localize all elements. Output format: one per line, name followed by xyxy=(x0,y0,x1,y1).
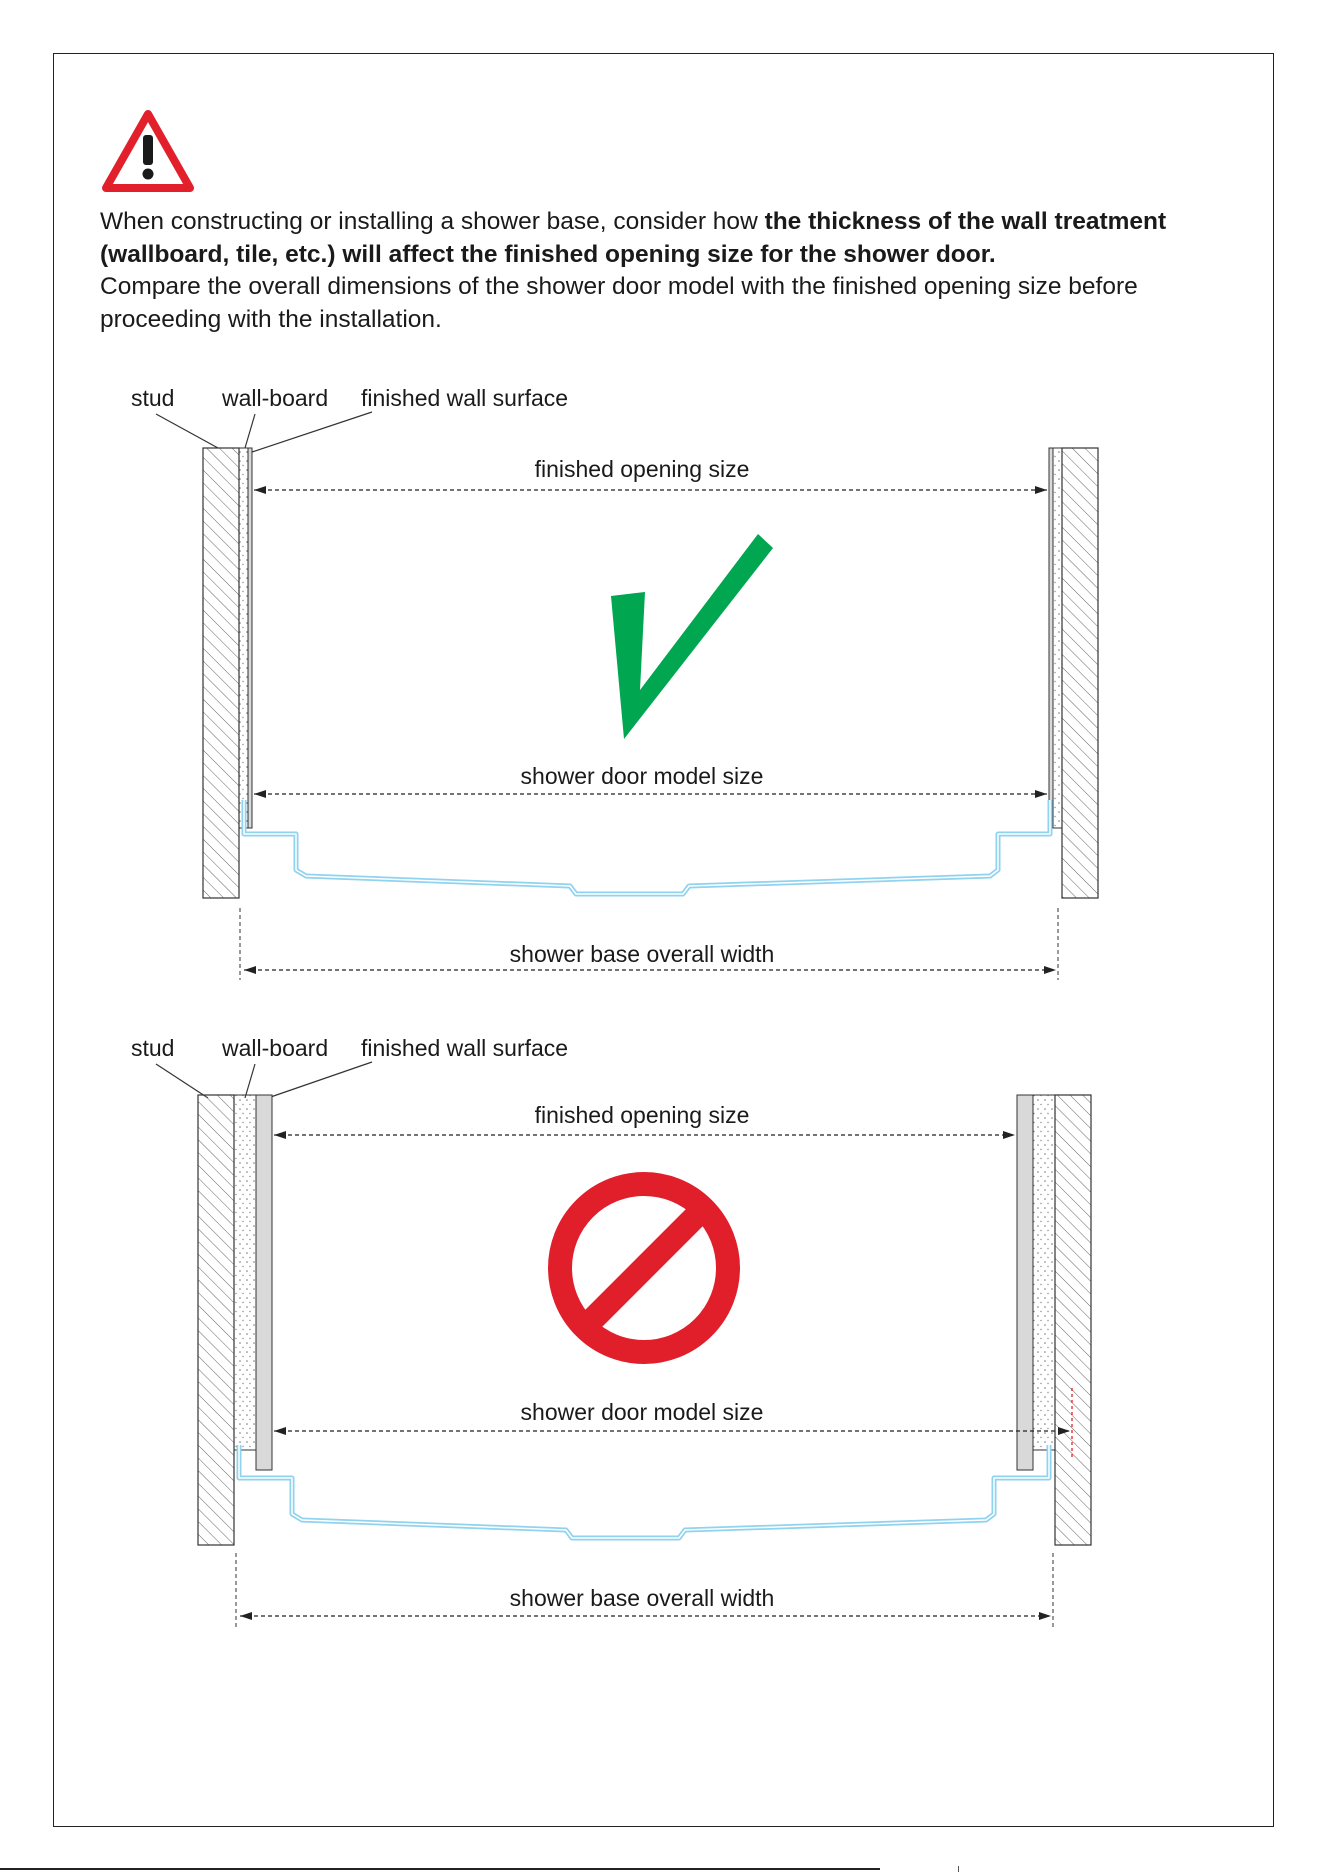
right-wallboard xyxy=(1033,1095,1055,1450)
label-stud: stud xyxy=(131,385,175,411)
left-stud xyxy=(203,448,239,898)
leader-stud xyxy=(156,414,218,448)
label-shower-door-model-size: shower door model size xyxy=(520,763,764,789)
red-prohibited-icon xyxy=(560,1184,728,1352)
instruction-text xyxy=(100,206,1230,336)
label-shower-base-overall-width: shower base overall width xyxy=(509,1585,775,1611)
instruction-text-bold: the thickness of the wall treatment (wallboard, tile, etc.) will affect the finished opening size for the shower door. xyxy=(100,208,1167,268)
left-finished-wall xyxy=(256,1095,272,1470)
shower-base-profile xyxy=(244,800,1050,894)
left-wallboard xyxy=(234,1095,256,1450)
label-finished-wall-surface: finished wall surface xyxy=(361,385,569,411)
warning-triangle-icon xyxy=(100,108,196,194)
right-stud xyxy=(1062,448,1098,898)
leader-stud xyxy=(156,1064,208,1098)
label-finished-wall-surface: finished wall surface xyxy=(361,1035,569,1061)
green-checkmark-icon xyxy=(611,534,773,739)
label-finished-opening-size: finished opening size xyxy=(534,1102,750,1128)
leader-finished-wall xyxy=(262,1062,372,1100)
label-shower-base-overall-width: shower base overall width xyxy=(509,941,775,967)
leader-wallboard xyxy=(245,1064,255,1098)
instruction-text-normal: When constructing or installing a shower base, consider how xyxy=(100,208,765,235)
right-wallboard xyxy=(1053,448,1062,828)
instruction-paragraph-1 xyxy=(100,206,1230,271)
label-wallboard: wall-board xyxy=(222,385,329,411)
right-stud xyxy=(1055,1095,1091,1545)
instruction-paragraph-2: Compare the overall dimensions of the shower door model with the finished opening size before proceeding with the installation. xyxy=(100,273,1138,333)
label-wallboard: wall-board xyxy=(222,1035,329,1061)
label-finished-opening-size: finished opening size xyxy=(534,456,750,482)
diagram-incorrect-installation xyxy=(0,1020,1324,1640)
diagram-correct-installation xyxy=(0,370,1324,990)
footer-rule xyxy=(0,1868,880,1870)
label-stud: stud xyxy=(131,1035,175,1061)
leader-finished-wall xyxy=(252,412,372,452)
footer-tick xyxy=(958,1866,959,1872)
right-finished-wall xyxy=(1017,1095,1033,1470)
label-shower-door-model-size: shower door model size xyxy=(520,1399,764,1425)
shower-base-profile xyxy=(239,1445,1049,1538)
leader-wallboard xyxy=(245,414,255,448)
left-finished-wall xyxy=(248,448,252,828)
right-finished-wall xyxy=(1049,448,1053,828)
left-stud xyxy=(198,1095,234,1545)
left-wallboard xyxy=(239,448,248,828)
